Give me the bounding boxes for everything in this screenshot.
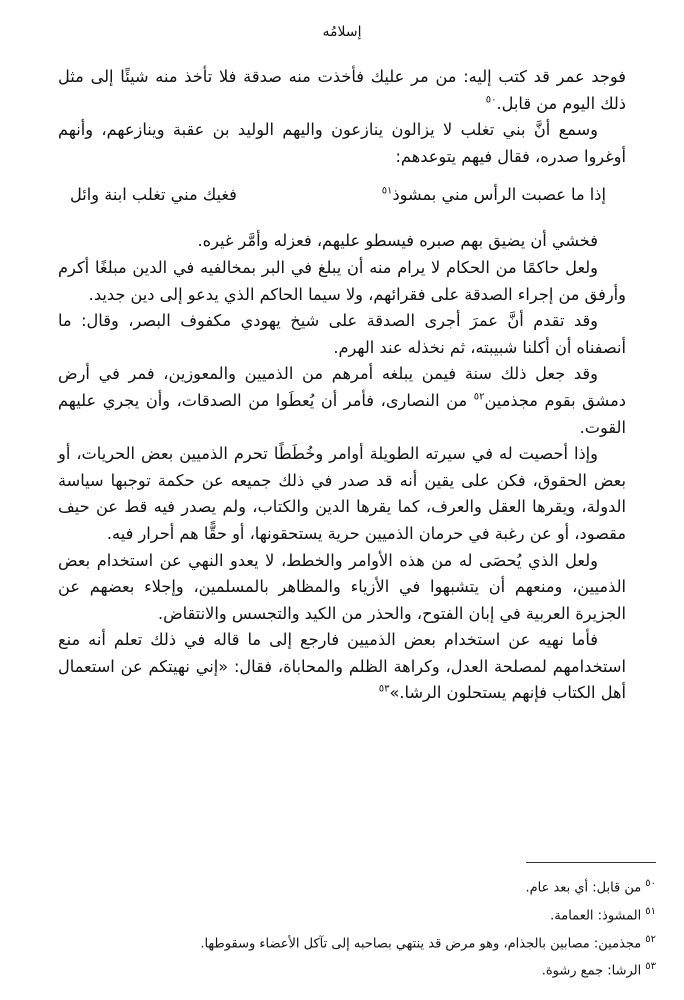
footnote-ref[interactable]: ٥١ (381, 185, 393, 197)
footnote-ref[interactable]: ٥٠ (485, 94, 497, 106)
footnote-number: ٥٠ (645, 878, 656, 889)
footnote-text: من قابل: أي بعد عام. (525, 880, 642, 896)
paragraph-text: وقد جعل ذلك سنة فيمن يبلغه أمرهم من الذميين والمعوزين، فمر في أرض دمشق بقوم مجذمين (58, 364, 627, 410)
footnote-ref[interactable]: ٥٢ (473, 391, 485, 403)
body-text (58, 64, 626, 707)
verse-second-hemistich: فغيك مني تغلب ابنة وائل (70, 185, 237, 205)
paragraph-text: وقد تقدم أنَّ عمرَ أجرى الصدقة على شيخ يهودي مكفوف البصر، وقال: ما أنصفناه أن أكلنا شبيبته، ثم نخذله عند الهرم. (58, 311, 626, 357)
running-title: إسلامُه (322, 24, 362, 40)
footnote-text: مجذمين: مصابين بالجذام، وهو مرض قد ينتهي بصاحبه إلى تآكل الأعضاء وسقوطها. (200, 935, 642, 951)
footnote-ref[interactable]: ٥٣ (378, 684, 390, 696)
paragraph (58, 361, 626, 441)
paragraph-text: من النصارى، فأمر أن يُعطَوا من الصدقات، وأن يجري عليهم القوت. (58, 390, 626, 437)
verse-first-hemistich (382, 182, 606, 208)
footnote-number: ٥٢ (645, 933, 656, 945)
footnote (28, 955, 656, 983)
paragraph (58, 255, 626, 308)
paragraph-text: فوجد عمر قد كتب إليه: من مر عليك فأخذت منه صدقة فلا تأخذ منه شيئًا إلى مثل ذلك اليوم من قابل. (58, 67, 626, 113)
paragraph (58, 64, 626, 117)
paragraph (58, 627, 626, 707)
footnotes (28, 872, 656, 983)
footnote-text: الرشا: جمع رشوة. (541, 963, 642, 979)
verse-text: إذا ما عصبت الرأس مني بمشوذ (392, 185, 606, 205)
footnote (28, 872, 656, 900)
poetry-verse (70, 182, 606, 208)
paragraph-text: وسمع أنَّ بني تغلب لا يزالون ينازعون واليهم الوليد بن عقبة وينازعهم، وأنهم أوغروا صدره، فقال فيهم يتوعدهم: (58, 120, 626, 166)
paragraph-text: ولعل الذي يُحصَى له من هذه الأوامر والخطط، لا يعدو النهي عن استخدام بعض الذميين، ومنعهم أن يتشبهوا في الأزياء والمظاهر بالمسلمين، وإجلاء بعضهم عن الجزيرة العربية في إبان الفتوح، والحذر من الكيد والتجسس والانتقاض. (58, 550, 626, 623)
paragraph (58, 228, 626, 255)
paragraph (58, 308, 626, 361)
paragraph-text: فأما نهيه عن استخدام بعض الذميين فارجع إلى ما قاله في ذلك تعلم أنه منع استخدامهم لمصلحة العدل، وكراهة الظلم والمحاباة، فقال: «إني نهيتكم عن استعمال أهل الكتاب فإنهم يستحلون الرشا.» (58, 630, 626, 703)
footnote-number: ٥٣ (645, 961, 656, 973)
footnote-text: المشوذ: العمامة. (550, 908, 642, 924)
paragraph (58, 441, 626, 547)
paragraph-text: فخشي أن يضيق بهم صبره فيسطو عليهم، فعزله وأمَّر غيره. (197, 231, 598, 251)
paragraph-text: وإذا أحصيت له في سيرته الطويلة أوامر وخُطَطًا تحرم الذميين بعض الحريات، أو بعض الحقوق، فكن على يقين أنه قد صدر في ذلك جميعه عن حكمة توجبها سياسة الدولة، ويقرها العقل والعرف، كما يقرها الدين والكتاب، ولم يصدر فيه قط عن حيف مقصود، أو عن رغبة في حرمان الذميين حرية يستحقونها، أو حقًّا هم أحرار فيه. (58, 444, 626, 543)
footnote (28, 900, 656, 928)
paragraph (58, 548, 626, 628)
footnote (28, 928, 656, 956)
paragraph-text: ولعل حاكمًا من الحكام لا يرام منه أن يبلغ في البر بمخالفيه في الدين مبلغًا أكرم وأرفق من إجراء الصدقة على فقرائهم، ولا سيما الحاكم الذي يدعو إلى دين جديد. (58, 257, 626, 304)
paragraph (58, 117, 626, 170)
footnote-divider (526, 862, 656, 863)
footnote-number: ٥١ (645, 905, 656, 917)
